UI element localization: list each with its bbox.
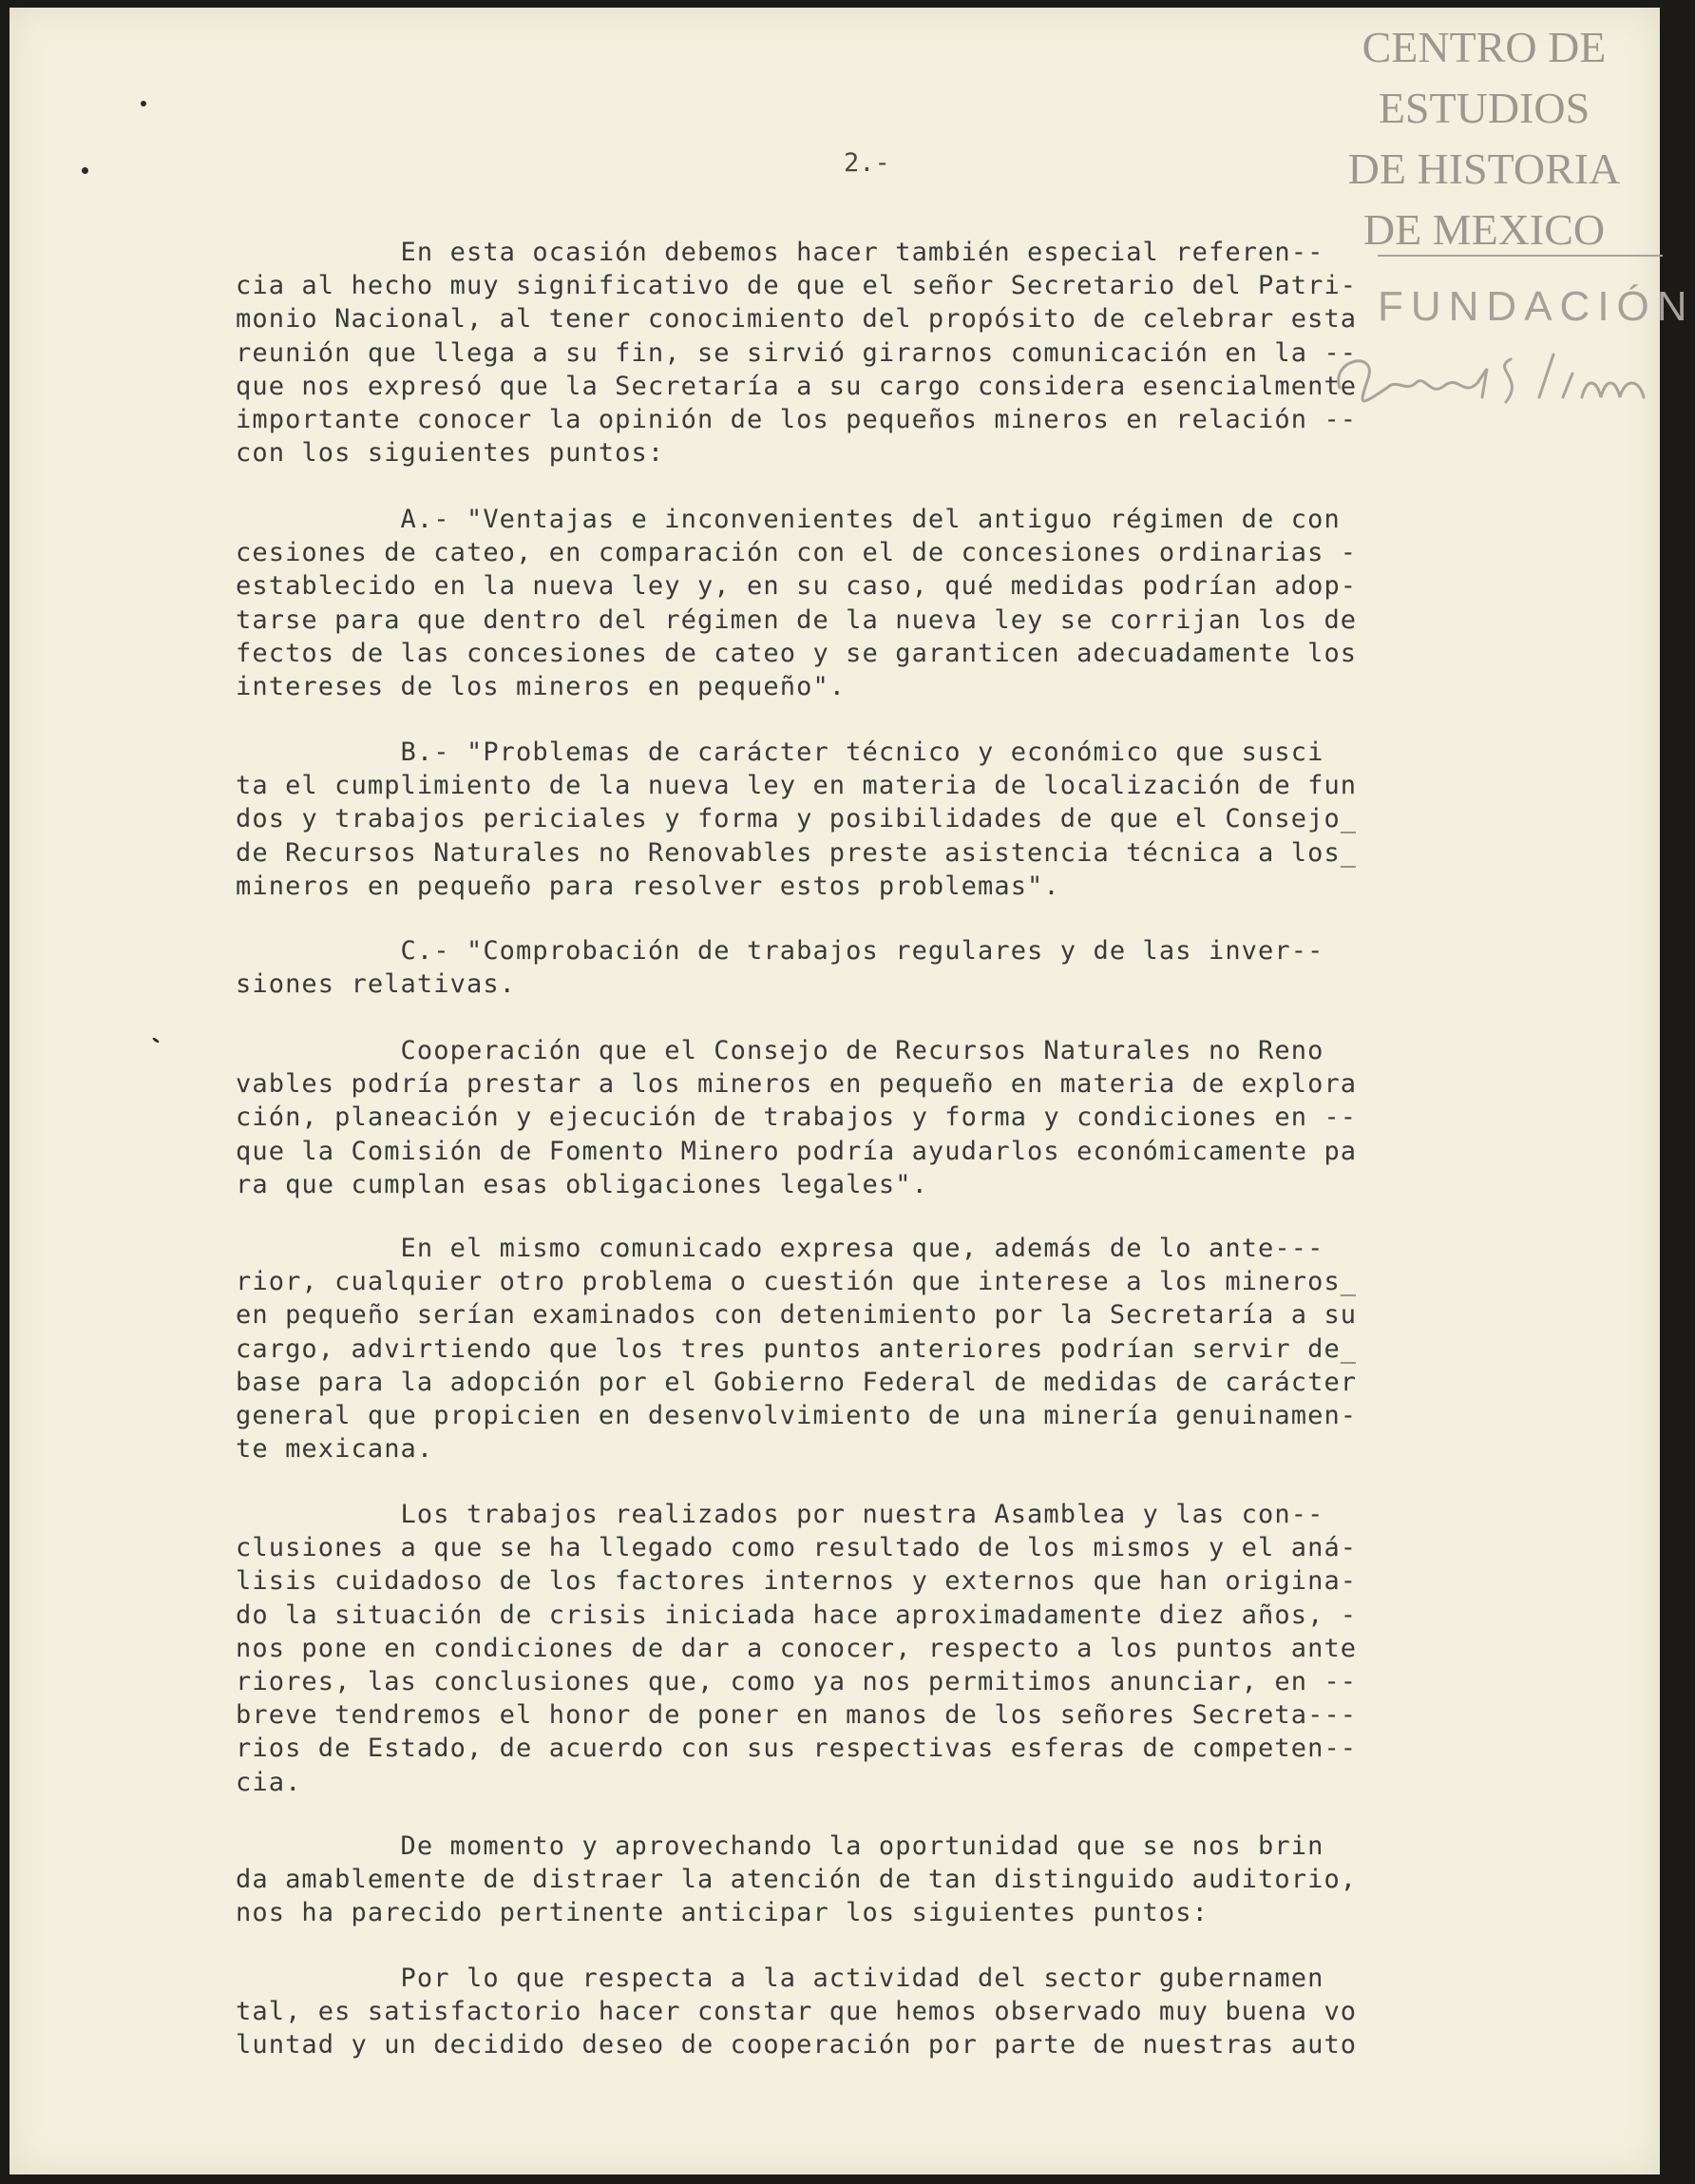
paragraph: C.- "Comprobación de trabajos regulares y de las inver-- siones relativas. xyxy=(236,936,1324,1000)
watermark-line: DE HISTORIA xyxy=(1347,144,1621,193)
watermark-foundation: FUNDACIÓN xyxy=(1378,283,1695,330)
paragraph: En el mismo comunicado expresa que, además de lo ante--- rior, cualquier otro problema o cuestión que interese a los mineros_ en pequeño serían examinados con detenimiento por la Secretaría a su cargo, advirtiendo que los tres puntos anteriores podrían servir de_ base para la adopción por el Gobierno Federal de medidas de carácter general que propicien en desenvolvimiento de una minería genuinamen- te mexicana. xyxy=(236,1234,1358,1465)
ink-speck xyxy=(152,1037,160,1044)
ink-speck xyxy=(141,101,146,106)
page-number: 2.- xyxy=(844,148,890,178)
paragraph: De momento y aprovechando la oportunidad que se nos brin da amablemente de distraer la atención de tan distinguido auditorio, nos ha parecido pertinente anticipar los siguientes puntos: xyxy=(236,1831,1358,1928)
watermark-line: CENTRO DE xyxy=(1362,23,1607,71)
ink-speck xyxy=(82,167,88,174)
watermark-line: DE MEXICO xyxy=(1362,205,1606,254)
archive-watermark xyxy=(1304,17,1665,260)
paragraph: Por lo que respecta a la actividad del sector gubernamen tal, es satisfactorio hacer constar que hemos observado muy buena vo luntad y un decidido deseo de cooperación por parte de nuestras auto xyxy=(236,1964,1358,2060)
document-page xyxy=(10,8,1695,2174)
paragraph: Cooperación que el Consejo de Recursos Naturales no Reno vables podría prestar a los mineros en pequeño en materia de explora ción, planeación y ejecución de trabajos y forma y condiciones en -- que la Comisión de Fomento Minero podría ayudarlos económicamente pa ra que cumplan esas obligaciones legales". xyxy=(236,1036,1358,1199)
paragraph: En esta ocasión debemos hacer también especial referen-- cia al hecho muy significativo de que el señor Secretario del Patri- monio Nacional, al tener conocimiento del propósito de celebrar esta reunión que llega a su fin, se sirvió girarnos comunicación en la -- que nos expresó que la Secretaría a su cargo considera esencialmente importante conocer la opinión de los pequeños mineros en relación -- con los siguientes puntos: xyxy=(236,238,1358,469)
paragraph: B.- "Problemas de carácter técnico y económico que susci ta el cumplimiento de la nueva ley en materia de localización de fun dos y trabajos periciales y forma y posibilidades de que el Consejo_ de Recursos Naturales no Renovables preste asistencia técnica a los_ mineros en pequeño para resolver estos problemas". xyxy=(236,738,1358,901)
paragraph: Los trabajos realizados por nuestra Asamblea y las con-- clusiones a que se ha llegado como resultado de los mismos y el aná- lisis cuidadoso de los factores internos y externos que han origina- do la situación de crisis iniciada hace aproximadamente diez años, - nos pone en condiciones de dar a conocer, respecto a los puntos ante riores, las conclusiones que, como ya nos permitimos anunciar, en -- breve tendremos el honor de poner en manos de los señores Secreta--- rios de Estado, de acuerdo con sus respectivas esferas de competen-- cia. xyxy=(236,1500,1358,1797)
watermark-line: ESTUDIOS xyxy=(1378,84,1590,132)
paragraph: A.- "Ventajas e inconvenientes del antiguo régimen de con cesiones de cateo, en comparación con el de concesiones ordinarias - establecido en la nueva ley y, en su caso, qué medidas podrían adop- tarse para que dentro del régimen de la nueva ley se corrijan los de fectos de las concesiones de cateo y se garanticen adecuadamente los intereses de los mineros en pequeño". xyxy=(236,505,1358,702)
